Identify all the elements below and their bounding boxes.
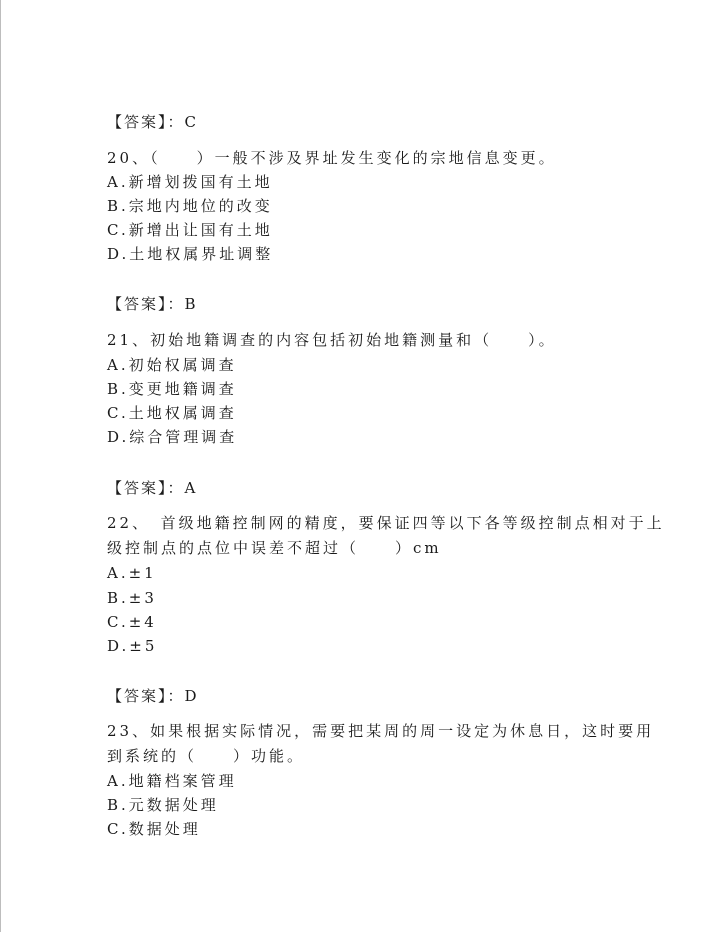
- question-22-stem-line2: 级控制点的点位中误差不超过（ ）cm: [107, 539, 442, 557]
- question-22-option-a: A.±1: [107, 564, 157, 582]
- answer-prefix: 【答案】：: [107, 113, 185, 131]
- question-20-option-c: C.新增出让国有土地: [107, 221, 273, 239]
- question-23-stem-line1: 23、如果根据实际情况，需要把某周的周一设定为休息日，这时要用: [107, 722, 655, 740]
- question-20-stem: 20、（ ）一般不涉及界址发生变化的宗地信息变更。: [107, 149, 557, 167]
- answer-value: D: [184, 687, 199, 705]
- question-20-option-d: D.土地权属界址调整: [107, 245, 274, 263]
- question-23-option-a: A.地籍档案管理: [107, 772, 237, 790]
- question-21-option-b: B.变更地籍调查: [107, 380, 237, 398]
- answer-line-22: [107, 686, 650, 706]
- answer-line-21: [107, 478, 650, 498]
- question-22-option-c: C.±4: [107, 613, 157, 631]
- answer-value: B: [184, 295, 198, 313]
- answer-prefix: 【答案】：: [107, 295, 185, 313]
- answer-value: C: [184, 113, 198, 131]
- question-22-stem-line1: 22、 首级地籍控制网的精度，要保证四等以下各等级控制点相对于上: [107, 514, 665, 532]
- question-21-option-c: C.土地权属调查: [107, 404, 237, 422]
- question-20-option-b: B.宗地内地位的改变: [107, 197, 273, 215]
- answer-value: A: [184, 479, 198, 497]
- question-23-option-c: C.数据处理: [107, 820, 201, 838]
- answer-prefix: 【答案】：: [107, 687, 185, 705]
- question-22-option-d: D.±5: [107, 637, 158, 655]
- answer-line-19: [107, 112, 650, 132]
- question-22-option-b: B.±3: [107, 589, 157, 607]
- question-21-option-d: D.综合管理调查: [107, 428, 238, 446]
- question-23-stem-line2: 到系统的（ ）功能。: [107, 747, 306, 765]
- question-20-option-a: A.新增划拨国有土地: [107, 173, 273, 191]
- question-21-stem: 21、初始地籍调查的内容包括初始地籍测量和（ ）。: [107, 331, 557, 349]
- question-21-option-a: A.初始权属调查: [107, 356, 237, 374]
- answer-prefix: 【答案】：: [107, 479, 185, 497]
- question-23-option-b: B.元数据处理: [107, 796, 219, 814]
- answer-line-20: [107, 294, 650, 314]
